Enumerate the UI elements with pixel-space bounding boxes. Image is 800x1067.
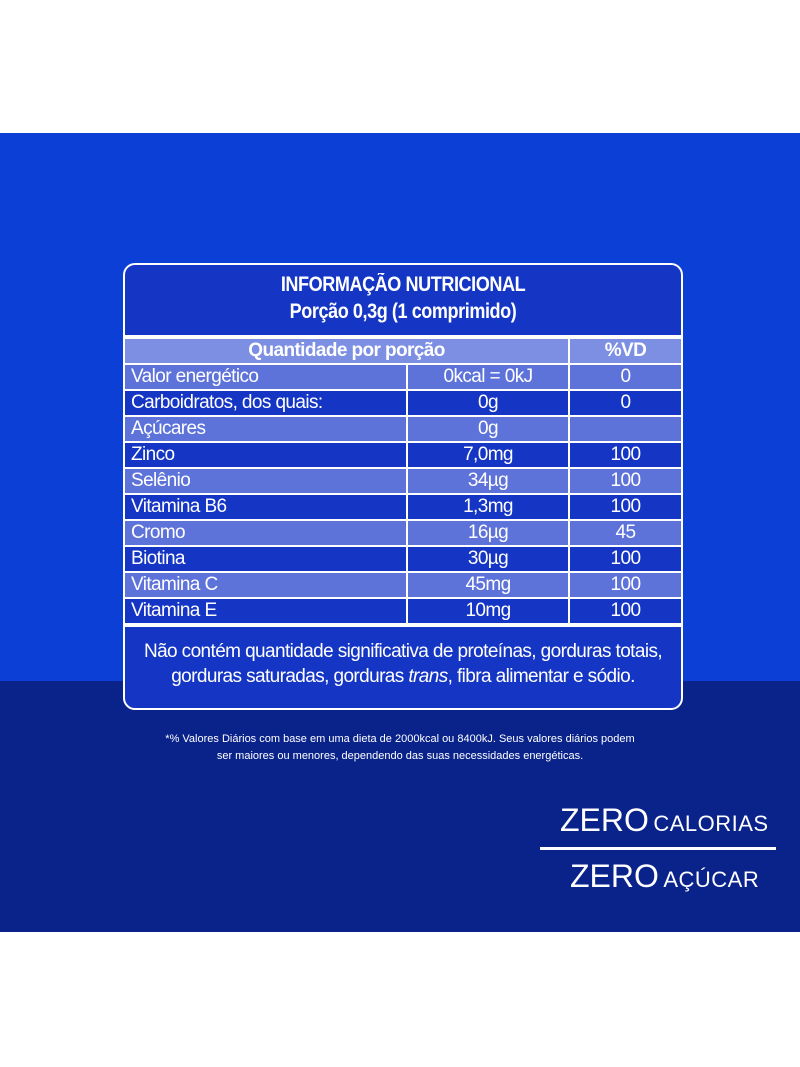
table-row <box>125 364 681 390</box>
footnote-line-2: ser maiores ou menores, dependendo das suas necessidades energéticas. <box>216 750 584 762</box>
table-row <box>125 416 681 442</box>
nutrient-amount: 10mg <box>407 598 569 624</box>
nutrient-vd: 100 <box>569 598 681 624</box>
claim-zero: ZERO <box>570 858 659 894</box>
nutrition-panel-header <box>125 265 681 337</box>
nutrient-vd: 0 <box>569 390 681 416</box>
nutrient-name: Vitamina C <box>125 572 407 598</box>
vd-header: %VD <box>569 338 681 364</box>
nutrient-amount: 45mg <box>407 572 569 598</box>
disclaimer-line-1: Não contém quantidade significativa de proteínas, gorduras totais, <box>143 641 663 662</box>
daily-values-footnote <box>120 731 680 765</box>
nutrient-vd: 100 <box>569 468 681 494</box>
nutrient-amount: 0kcal = 0kJ <box>407 364 569 390</box>
nutrient-amount: 16µg <box>407 520 569 546</box>
nutrient-vd: 45 <box>569 520 681 546</box>
table-row <box>125 546 681 572</box>
serving-size: Porção 0,3g (1 comprimido) <box>289 300 517 323</box>
table-row <box>125 468 681 494</box>
nutrient-vd: 100 <box>569 546 681 572</box>
table-row <box>125 494 681 520</box>
nutrition-facts-panel <box>123 263 683 710</box>
nutrient-amount: 34µg <box>407 468 569 494</box>
nutrient-vd: 100 <box>569 572 681 598</box>
table-row <box>125 520 681 546</box>
claim-zero: ZERO <box>560 802 649 838</box>
nutrient-name: Selênio <box>125 468 407 494</box>
disclaimer-line-2 <box>125 664 681 689</box>
disclaimer-italic: trans <box>408 666 448 687</box>
nutrient-name: Açúcares <box>125 416 407 442</box>
nutrient-name: Zinco <box>125 442 407 468</box>
table-row <box>125 598 681 624</box>
table-row <box>125 572 681 598</box>
nutrient-vd: 100 <box>569 494 681 520</box>
claim-acucar: AÇÚCAR <box>663 867 760 892</box>
nutrition-disclaimer <box>125 625 681 689</box>
disclaimer-text: gorduras saturadas, gorduras <box>171 666 409 687</box>
nutrient-amount: 0g <box>407 390 569 416</box>
quantity-header: Quantidade por porção <box>125 338 569 364</box>
nutrient-name: Valor energético <box>125 364 407 390</box>
claims-divider <box>540 847 776 850</box>
nutrient-amount: 1,3mg <box>407 494 569 520</box>
zero-calories-claim <box>560 802 769 839</box>
nutrient-name: Biotina <box>125 546 407 572</box>
nutrition-table <box>125 337 681 625</box>
footnote-line-1: *% Valores Diários com base em uma dieta de 2000kcal ou 8400kJ. Seus valores diários podem <box>165 733 635 745</box>
nutrient-vd <box>569 416 681 442</box>
nutrient-amount: 0g <box>407 416 569 442</box>
zero-sugar-claim <box>570 858 759 895</box>
table-row <box>125 442 681 468</box>
nutrient-name: Cromo <box>125 520 407 546</box>
nutrient-name: Carboidratos, dos quais: <box>125 390 407 416</box>
disclaimer-text: , fibra alimentar e sódio. <box>447 666 635 687</box>
table-row <box>125 390 681 416</box>
nutrient-vd: 0 <box>569 364 681 390</box>
nutrient-name: Vitamina B6 <box>125 494 407 520</box>
claim-calorias: CALORIAS <box>653 811 769 836</box>
nutrient-vd: 100 <box>569 442 681 468</box>
nutrition-title: INFORMAÇÃO NUTRICIONAL <box>280 273 526 296</box>
nutrient-amount: 7,0mg <box>407 442 569 468</box>
nutrient-amount: 30µg <box>407 546 569 572</box>
nutrient-name: Vitamina E <box>125 598 407 624</box>
table-header-row <box>125 338 681 364</box>
